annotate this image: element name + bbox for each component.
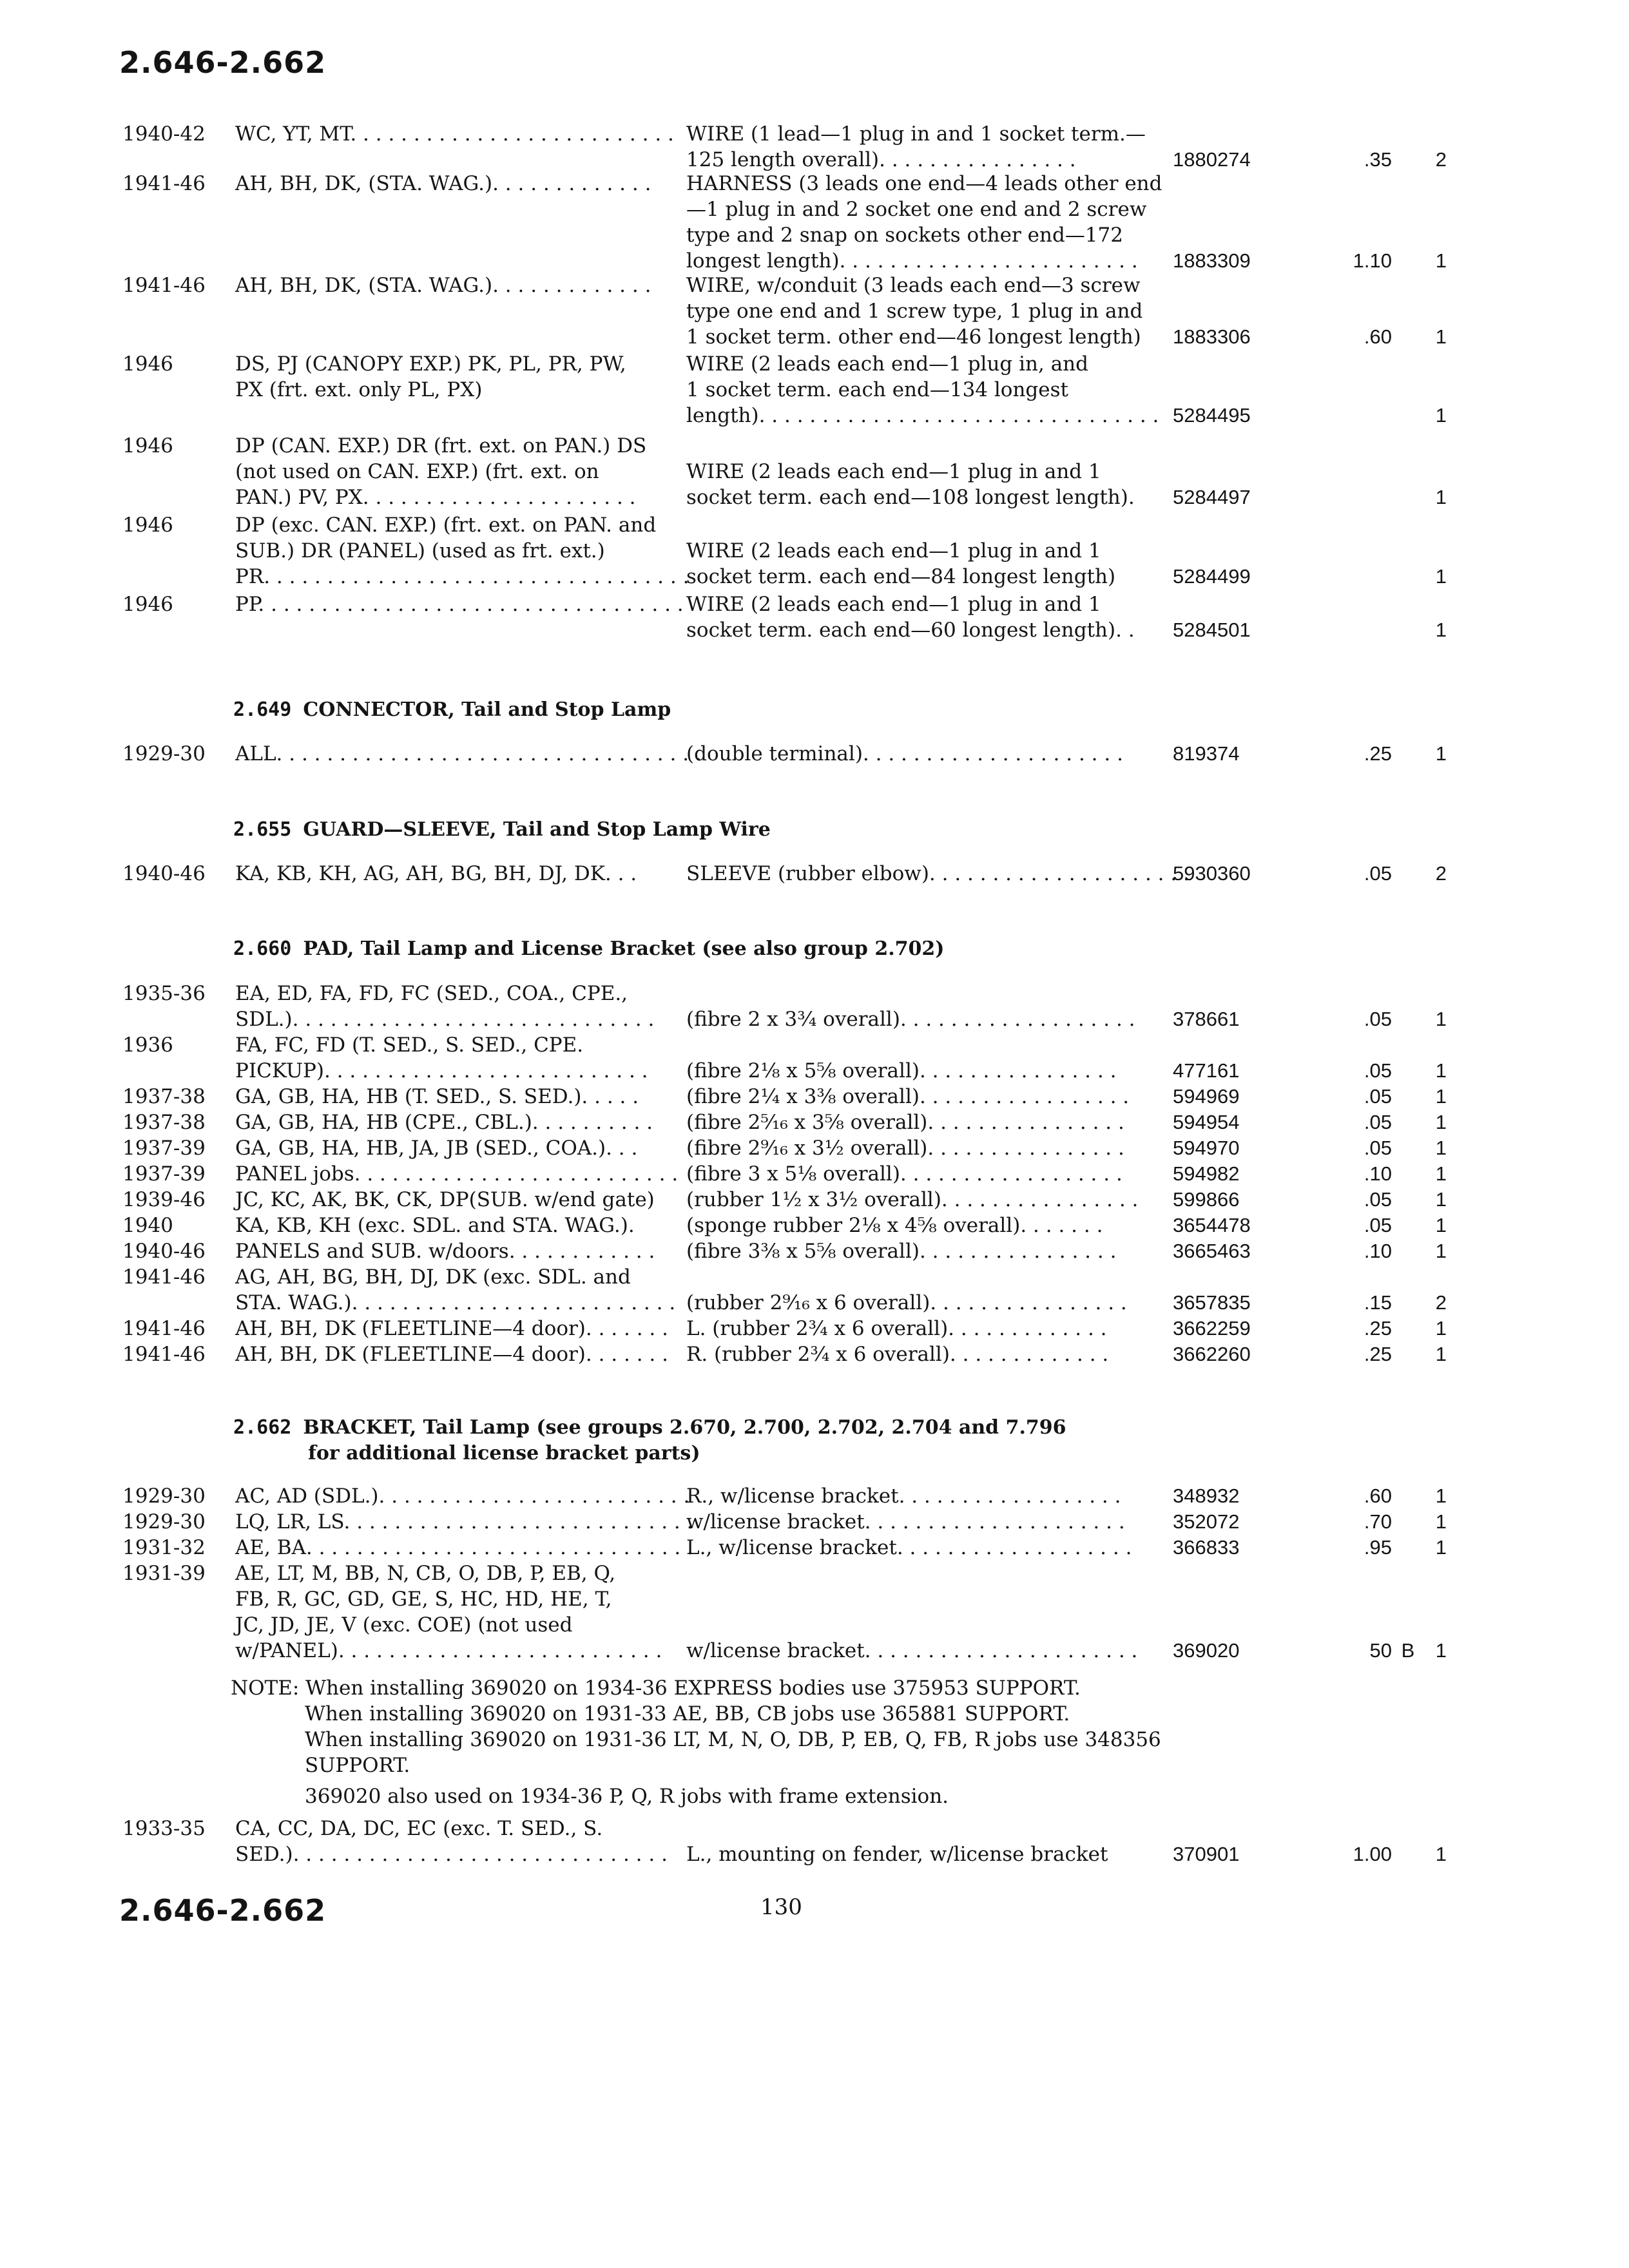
description-cell — [686, 1006, 1157, 1032]
description-line: (fibre 3⅜ x 5⅝ overall). . . . . . . . . . . . . . . . — [686, 1240, 1117, 1263]
section-title: PAD, Tail Lamp and License Bracket (see also group 2.702) — [303, 937, 945, 960]
year-cell: 1940-42 — [122, 122, 206, 146]
quantity: 1 — [1435, 486, 1447, 508]
models-line: PAN.) PV, PX. . . . . . . . . . . . . . . . . . . . . . — [235, 486, 636, 509]
description-line: type one end and 1 screw type, 1 plug in and — [686, 300, 1143, 323]
section-title-cont: for additional license bracket parts) — [308, 1442, 700, 1465]
models-cell — [235, 741, 702, 767]
install-note — [231, 1675, 1161, 1809]
models-line: JC, KC, AK, BK, CK, DP(SUB. w/end gate) — [235, 1188, 655, 1211]
price: 50 — [1369, 1639, 1392, 1662]
part-number: 5284499 — [1173, 565, 1251, 588]
models-line: KA, KB, KH (exc. SDL. and STA. WAG.). — [235, 1214, 635, 1237]
models-cell — [235, 433, 654, 510]
models-line: AH, BH, DK (FLEETLINE—4 door). . . . . . . — [235, 1317, 668, 1340]
quantity: 1 — [1435, 1059, 1447, 1082]
description-cell — [686, 121, 1157, 173]
price: .15 — [1364, 1291, 1392, 1314]
part-number: 3657835 — [1173, 1291, 1251, 1314]
price: .60 — [1364, 325, 1392, 348]
year-cell: 1931-32 — [122, 1536, 206, 1559]
models-cell — [235, 1135, 654, 1161]
description-line: WIRE (1 lead—1 plug in and 1 socket term.— — [686, 122, 1146, 146]
models-cell — [235, 1110, 654, 1135]
year-cell: 1935-36 — [122, 982, 206, 1005]
description-line: 1 socket term. each end—134 longest — [686, 378, 1068, 401]
models-line: AC, AD (SDL.). . . . . . . . . . . . . . . . . . . . . . . . . — [235, 1485, 690, 1508]
note-line: SUPPORT. — [305, 1754, 410, 1777]
year-cell: 1937-38 — [122, 1085, 206, 1108]
description-cell — [686, 459, 1157, 510]
price: .95 — [1364, 1536, 1392, 1559]
models-line: FB, R, GC, GD, GE, S, HC, HD, HE, T, — [235, 1588, 612, 1611]
year-cell: 1946 — [122, 593, 173, 616]
quantity: 2 — [1435, 862, 1447, 885]
models-line: SUB.) DR (PANEL) (used as frt. ext.) — [235, 539, 605, 562]
models-line: SDL.). . . . . . . . . . . . . . . . . . . . . . . . . . . . . — [235, 1008, 655, 1031]
quantity: 1 — [1435, 1008, 1447, 1030]
description-line: L., w/license bracket. . . . . . . . . . . . . . . . . . . — [686, 1536, 1132, 1559]
models-line: STA. WAG.). . . . . . . . . . . . . . . . . . . . . . . . . . — [235, 1291, 676, 1314]
section-title: CONNECTOR, Tail and Stop Lamp — [303, 698, 671, 721]
description-line: WIRE (2 leads each end—1 plug in and 1 — [686, 593, 1101, 616]
price: .25 — [1364, 1343, 1392, 1365]
models-line: JC, JD, JE, V (exc. COE) (not used — [235, 1613, 573, 1637]
year-cell: 1941-46 — [122, 172, 206, 195]
models-line: PICKUP). . . . . . . . . . . . . . . . . . . . . . . . . . — [235, 1059, 648, 1082]
year-cell: 1941-46 — [122, 1265, 206, 1289]
quantity: 1 — [1435, 1510, 1447, 1533]
description-line: R., w/license bracket. . . . . . . . . . . . . . . . . . — [686, 1485, 1121, 1508]
description-cell — [686, 1135, 1157, 1161]
part-number: 594969 — [1173, 1085, 1240, 1108]
models-line: w/PANEL). . . . . . . . . . . . . . . . . . . . . . . . . . — [235, 1639, 662, 1662]
models-cell — [235, 1509, 693, 1535]
year-cell: 1933-35 — [122, 1817, 206, 1840]
models-line: AH, BH, DK, (STA. WAG.). . . . . . . . . . . . . — [235, 274, 651, 297]
models-cell — [235, 1084, 654, 1110]
models-line: AH, BH, DK (FLEETLINE—4 door). . . . . . . — [235, 1343, 668, 1366]
year-cell: 1939-46 — [122, 1188, 206, 1211]
year-cell: 1941-46 — [122, 1317, 206, 1340]
part-number: 594970 — [1173, 1137, 1240, 1159]
description-cell — [686, 1161, 1157, 1187]
quantity: 1 — [1435, 1111, 1447, 1133]
models-cell — [235, 1213, 654, 1238]
price: 1.00 — [1353, 1843, 1392, 1865]
price: .05 — [1364, 862, 1392, 885]
quantity: 2 — [1435, 1291, 1447, 1314]
part-number: 5284497 — [1173, 486, 1251, 508]
year-cell: 1929-30 — [122, 1510, 206, 1533]
description-line: SLEEVE (rubber elbow). . . . . . . . . . . . . . . . . . . . . — [686, 862, 1190, 885]
section-number: 2.660 — [233, 937, 292, 960]
price-suffix: B — [1401, 1639, 1415, 1662]
models-line: EA, ED, FA, FD, FC (SED., COA., CPE., — [235, 982, 628, 1005]
quantity: 1 — [1435, 1085, 1447, 1108]
price: .25 — [1364, 742, 1392, 765]
models-cell — [235, 861, 654, 887]
quantity: 1 — [1435, 1188, 1447, 1211]
section-number: 2.662 — [233, 1416, 292, 1439]
description-cell — [686, 1187, 1157, 1213]
note-line: 369020 also used on 1934-36 P, Q, R jobs with frame extension. — [305, 1785, 949, 1808]
part-number: 594982 — [1173, 1162, 1240, 1185]
quantity: 1 — [1435, 1536, 1447, 1559]
quantity: 1 — [1435, 249, 1447, 272]
price: .05 — [1364, 1214, 1392, 1236]
description-cell — [686, 351, 1157, 428]
part-number: 369020 — [1173, 1639, 1240, 1662]
quantity: 1 — [1435, 1214, 1447, 1236]
part-number: 599866 — [1173, 1188, 1240, 1211]
part-number: 378661 — [1173, 1008, 1240, 1030]
models-cell — [235, 1032, 654, 1084]
models-line: AG, AH, BG, BH, DJ, DK (exc. SDL. and — [235, 1265, 631, 1289]
part-number: 1880274 — [1173, 148, 1251, 171]
section-heading-2660 — [233, 936, 944, 962]
models-line: WC, YT, MT. . . . . . . . . . . . . . . . . . . . . . . . . . — [235, 122, 674, 146]
part-number: 819374 — [1173, 742, 1240, 765]
models-line: AE, LT, M, BB, N, CB, O, DB, P, EB, Q, — [235, 1562, 616, 1585]
page-header-range: 2.646-2.662 — [119, 45, 327, 80]
description-cell — [686, 1110, 1157, 1135]
models-cell — [235, 1535, 693, 1561]
description-line: 125 length overall). . . . . . . . . . . . . . . . — [686, 148, 1076, 171]
price: .10 — [1364, 1240, 1392, 1262]
price: .05 — [1364, 1059, 1392, 1082]
description-cell — [686, 1483, 1157, 1509]
year-cell: 1929-30 — [122, 742, 206, 765]
year-cell: 1946 — [122, 514, 173, 537]
year-cell: 1946 — [122, 352, 173, 376]
description-cell — [686, 1058, 1157, 1084]
models-line: KA, KB, KH, AG, AH, BG, BH, DJ, DK. . . — [235, 862, 637, 885]
description-line: (double terminal). . . . . . . . . . . . . . . . . . . . . — [686, 742, 1123, 765]
section-number: 2.655 — [233, 818, 292, 841]
year-cell: 1937-39 — [122, 1137, 206, 1160]
description-line: L. (rubber 2¾ x 6 overall). . . . . . . . . . . . . — [686, 1317, 1107, 1340]
price: .60 — [1364, 1485, 1392, 1507]
models-line: PANEL jobs. . . . . . . . . . . . . . . . . . . . . . . . . . — [235, 1162, 679, 1186]
models-cell — [235, 512, 689, 590]
models-line: FA, FC, FD (T. SED., S. SED., CPE. — [235, 1033, 584, 1057]
models-cell — [235, 171, 654, 197]
quantity: 1 — [1435, 1485, 1447, 1507]
part-number: 352072 — [1173, 1510, 1240, 1533]
price: .70 — [1364, 1510, 1392, 1533]
part-number: 1883306 — [1173, 325, 1251, 348]
models-line: PX (frt. ext. only PL, PX) — [235, 378, 483, 401]
quantity: 1 — [1435, 742, 1447, 765]
models-line: DP (CAN. EXP.) DR (frt. ext. on PAN.) DS — [235, 434, 647, 457]
description-line: WIRE (2 leads each end—1 plug in and 1 — [686, 539, 1101, 562]
models-cell — [235, 1187, 654, 1213]
description-line: length). . . . . . . . . . . . . . . . . . . . . . . . . . . . . . . . — [686, 404, 1159, 427]
models-cell — [235, 1341, 668, 1367]
description-line: WIRE (2 leads each end—1 plug in, and — [686, 352, 1088, 376]
description-cell — [686, 1638, 1157, 1664]
models-line: PANELS and SUB. w/doors. . . . . . . . . . . . — [235, 1240, 655, 1263]
description-line: w/license bracket. . . . . . . . . . . . . . . . . . . . . — [686, 1510, 1125, 1533]
description-cell — [686, 1535, 1157, 1561]
price: .05 — [1364, 1085, 1392, 1108]
part-number: 594954 — [1173, 1111, 1240, 1133]
quantity: 1 — [1435, 1137, 1447, 1159]
section-heading-2662-cont — [308, 1441, 700, 1466]
note-line: When installing 369020 on 1931-36 LT, M, N, O, DB, P, EB, Q, FB, R jobs use 348356 — [305, 1728, 1161, 1751]
description-line: (rubber 1½ x 3½ overall). . . . . . . . . . . . . . . . — [686, 1188, 1139, 1211]
description-line: (fibre 2⁵⁄₁₆ x 3⅝ overall). . . . . . . . . . . . . . . . — [686, 1111, 1124, 1134]
part-number: 3662260 — [1173, 1343, 1251, 1365]
description-line: (fibre 2⅛ x 5⅝ overall). . . . . . . . . . . . . . . . — [686, 1059, 1117, 1082]
description-line: —1 plug in and 2 socket one end and 2 screw — [686, 198, 1147, 221]
description-line: socket term. each end—108 longest length). — [686, 486, 1135, 509]
year-cell: 1936 — [122, 1033, 173, 1057]
quantity: 1 — [1435, 619, 1447, 641]
price: .05 — [1364, 1188, 1392, 1211]
description-line: socket term. each end—60 longest length). . — [686, 619, 1135, 642]
section-heading-2655 — [233, 817, 771, 843]
description-cell — [686, 591, 1157, 643]
part-number: 5930360 — [1173, 862, 1251, 885]
note-line: NOTE: When installing 369020 on 1934-36 EXPRESS bodies use 375953 SUPPORT. — [231, 1677, 1081, 1700]
part-number: 5284501 — [1173, 619, 1251, 641]
description-cell — [686, 1238, 1157, 1264]
description-line: (sponge rubber 2⅛ x 4⅝ overall). . . . . . . — [686, 1214, 1103, 1237]
part-number: 366833 — [1173, 1536, 1240, 1559]
price: 1.10 — [1353, 249, 1392, 272]
description-line: (fibre 2⁹⁄₁₆ x 3½ overall). . . . . . . . . . . . . . . . — [686, 1137, 1124, 1160]
description-cell — [686, 1509, 1157, 1535]
note-line: When installing 369020 on 1931-33 AE, BB, CB jobs use 365881 SUPPORT. — [305, 1702, 1070, 1725]
description-line: (fibre 3 x 5⅛ overall). . . . . . . . . . . . . . . . . . — [686, 1162, 1123, 1186]
section-number: 2.649 — [233, 698, 292, 721]
section-title: GUARD—SLEEVE, Tail and Stop Lamp Wire — [303, 818, 771, 841]
price: .05 — [1364, 1008, 1392, 1030]
models-line: SED.). . . . . . . . . . . . . . . . . . . . . . . . . . . . . . — [235, 1843, 668, 1866]
description-cell — [686, 1341, 1157, 1367]
models-cell — [235, 591, 684, 617]
quantity: 2 — [1435, 148, 1447, 171]
quantity: 1 — [1435, 325, 1447, 348]
models-line: AE, BA. . . . . . . . . . . . . . . . . . . . . . . . . . . . . . . — [235, 1536, 693, 1559]
models-cell — [235, 1816, 668, 1867]
description-line: L., mounting on fender, w/license bracket — [686, 1843, 1108, 1866]
description-cell — [686, 273, 1157, 350]
section-heading-2649 — [233, 697, 671, 723]
year-cell: 1941-46 — [122, 1343, 206, 1366]
models-line: DS, PJ (CANOPY EXP.) PK, PL, PR, PW, — [235, 352, 626, 376]
description-cell — [686, 1316, 1157, 1341]
description-line: R. (rubber 2¾ x 6 overall). . . . . . . . . . . . . — [686, 1343, 1109, 1366]
description-line: socket term. each end—84 longest length) — [686, 565, 1116, 588]
description-line: WIRE, w/conduit (3 leads each end—3 screw — [686, 274, 1141, 297]
price: .05 — [1364, 1137, 1392, 1159]
models-line: PP. . . . . . . . . . . . . . . . . . . . . . . . . . . . . . . . . . — [235, 593, 684, 616]
year-cell: 1931-39 — [122, 1562, 206, 1585]
description-cell — [686, 1841, 1157, 1867]
models-cell — [235, 351, 654, 403]
part-number: 1883309 — [1173, 249, 1251, 272]
quantity: 1 — [1435, 1639, 1447, 1662]
models-line: DP (exc. CAN. EXP.) (frt. ext. on PAN. and — [235, 514, 657, 537]
part-number: 3665463 — [1173, 1240, 1251, 1262]
quantity: 1 — [1435, 1317, 1447, 1340]
price: .05 — [1364, 1111, 1392, 1133]
models-line: ALL. . . . . . . . . . . . . . . . . . . . . . . . . . . . . . . . . . — [235, 742, 702, 765]
price: .35 — [1364, 148, 1392, 171]
description-cell — [686, 171, 1162, 274]
year-cell: 1937-39 — [122, 1162, 206, 1186]
models-cell — [235, 1161, 679, 1187]
description-line: 1 socket term. other end—46 longest length) — [686, 325, 1141, 349]
description-cell — [686, 741, 1157, 767]
description-cell — [686, 538, 1157, 590]
description-cell — [686, 861, 1190, 887]
part-number: 477161 — [1173, 1059, 1240, 1082]
part-number: 5284495 — [1173, 404, 1251, 427]
year-cell: 1929-30 — [122, 1485, 206, 1508]
models-line: GA, GB, HA, HB (CPE., CBL.). . . . . . . . . . — [235, 1111, 653, 1134]
part-number: 3654478 — [1173, 1214, 1251, 1236]
section-title: BRACKET, Tail Lamp (see groups 2.670, 2.700, 2.702, 2.704 and 7.796 — [303, 1416, 1066, 1439]
models-line: CA, CC, DA, DC, EC (exc. T. SED., S. — [235, 1817, 603, 1840]
price: .10 — [1364, 1162, 1392, 1185]
models-line: PR. . . . . . . . . . . . . . . . . . . . . . . . . . . . . . . . . . — [235, 565, 689, 588]
models-line: GA, GB, HA, HB (T. SED., S. SED.). . . . . — [235, 1085, 639, 1108]
year-cell: 1940 — [122, 1214, 173, 1237]
models-cell — [235, 981, 654, 1032]
year-cell: 1937-38 — [122, 1111, 206, 1134]
quantity: 1 — [1435, 1843, 1447, 1865]
quantity: 1 — [1435, 404, 1447, 427]
year-cell: 1940-46 — [122, 862, 206, 885]
part-number: 3662259 — [1173, 1317, 1251, 1340]
page-number: 130 — [760, 1894, 802, 1920]
description-line: type and 2 snap on sockets other end—172 — [686, 224, 1123, 247]
quantity: 1 — [1435, 1343, 1447, 1365]
part-number: 348932 — [1173, 1485, 1240, 1507]
models-cell — [235, 121, 674, 147]
description-line: longest length). . . . . . . . . . . . . . . . . . . . . . . . — [686, 249, 1138, 273]
models-cell — [235, 1316, 668, 1341]
quantity: 1 — [1435, 565, 1447, 588]
year-cell: 1941-46 — [122, 274, 206, 297]
models-line: AH, BH, DK, (STA. WAG.). . . . . . . . . . . . . — [235, 172, 651, 195]
models-cell — [235, 1561, 662, 1664]
description-cell — [686, 1290, 1157, 1316]
page-footer-range: 2.646-2.662 — [119, 1893, 327, 1928]
description-line: w/license bracket. . . . . . . . . . . . . . . . . . . . . . — [686, 1639, 1138, 1662]
models-line: LQ, LR, LS. . . . . . . . . . . . . . . . . . . . . . . . . . . . — [235, 1510, 693, 1533]
models-cell — [235, 273, 654, 298]
description-line: (fibre 2¼ x 3⅜ overall). . . . . . . . . . . . . . . . . — [686, 1085, 1130, 1108]
models-line: (not used on CAN. EXP.) (frt. ext. on — [235, 460, 599, 483]
description-line: HARNESS (3 leads one end—4 leads other end — [686, 172, 1162, 195]
description-cell — [686, 1084, 1157, 1110]
models-cell — [235, 1483, 690, 1509]
price: .25 — [1364, 1317, 1392, 1340]
models-cell — [235, 1264, 676, 1316]
description-line: (fibre 2 x 3¾ overall). . . . . . . . . . . . . . . . . . . — [686, 1008, 1135, 1031]
year-cell: 1940-46 — [122, 1240, 206, 1263]
models-line: GA, GB, HA, HB, JA, JB (SED., COA.). . . — [235, 1137, 638, 1160]
year-cell: 1946 — [122, 434, 173, 457]
models-cell — [235, 1238, 654, 1264]
part-number: 370901 — [1173, 1843, 1240, 1865]
quantity: 1 — [1435, 1240, 1447, 1262]
description-line: WIRE (2 leads each end—1 plug in and 1 — [686, 460, 1101, 483]
section-heading-2662 — [233, 1415, 1066, 1441]
description-line: (rubber 2⁹⁄₁₆ x 6 overall). . . . . . . . . . . . . . . . — [686, 1291, 1127, 1314]
description-cell — [686, 1213, 1157, 1238]
quantity: 1 — [1435, 1162, 1447, 1185]
